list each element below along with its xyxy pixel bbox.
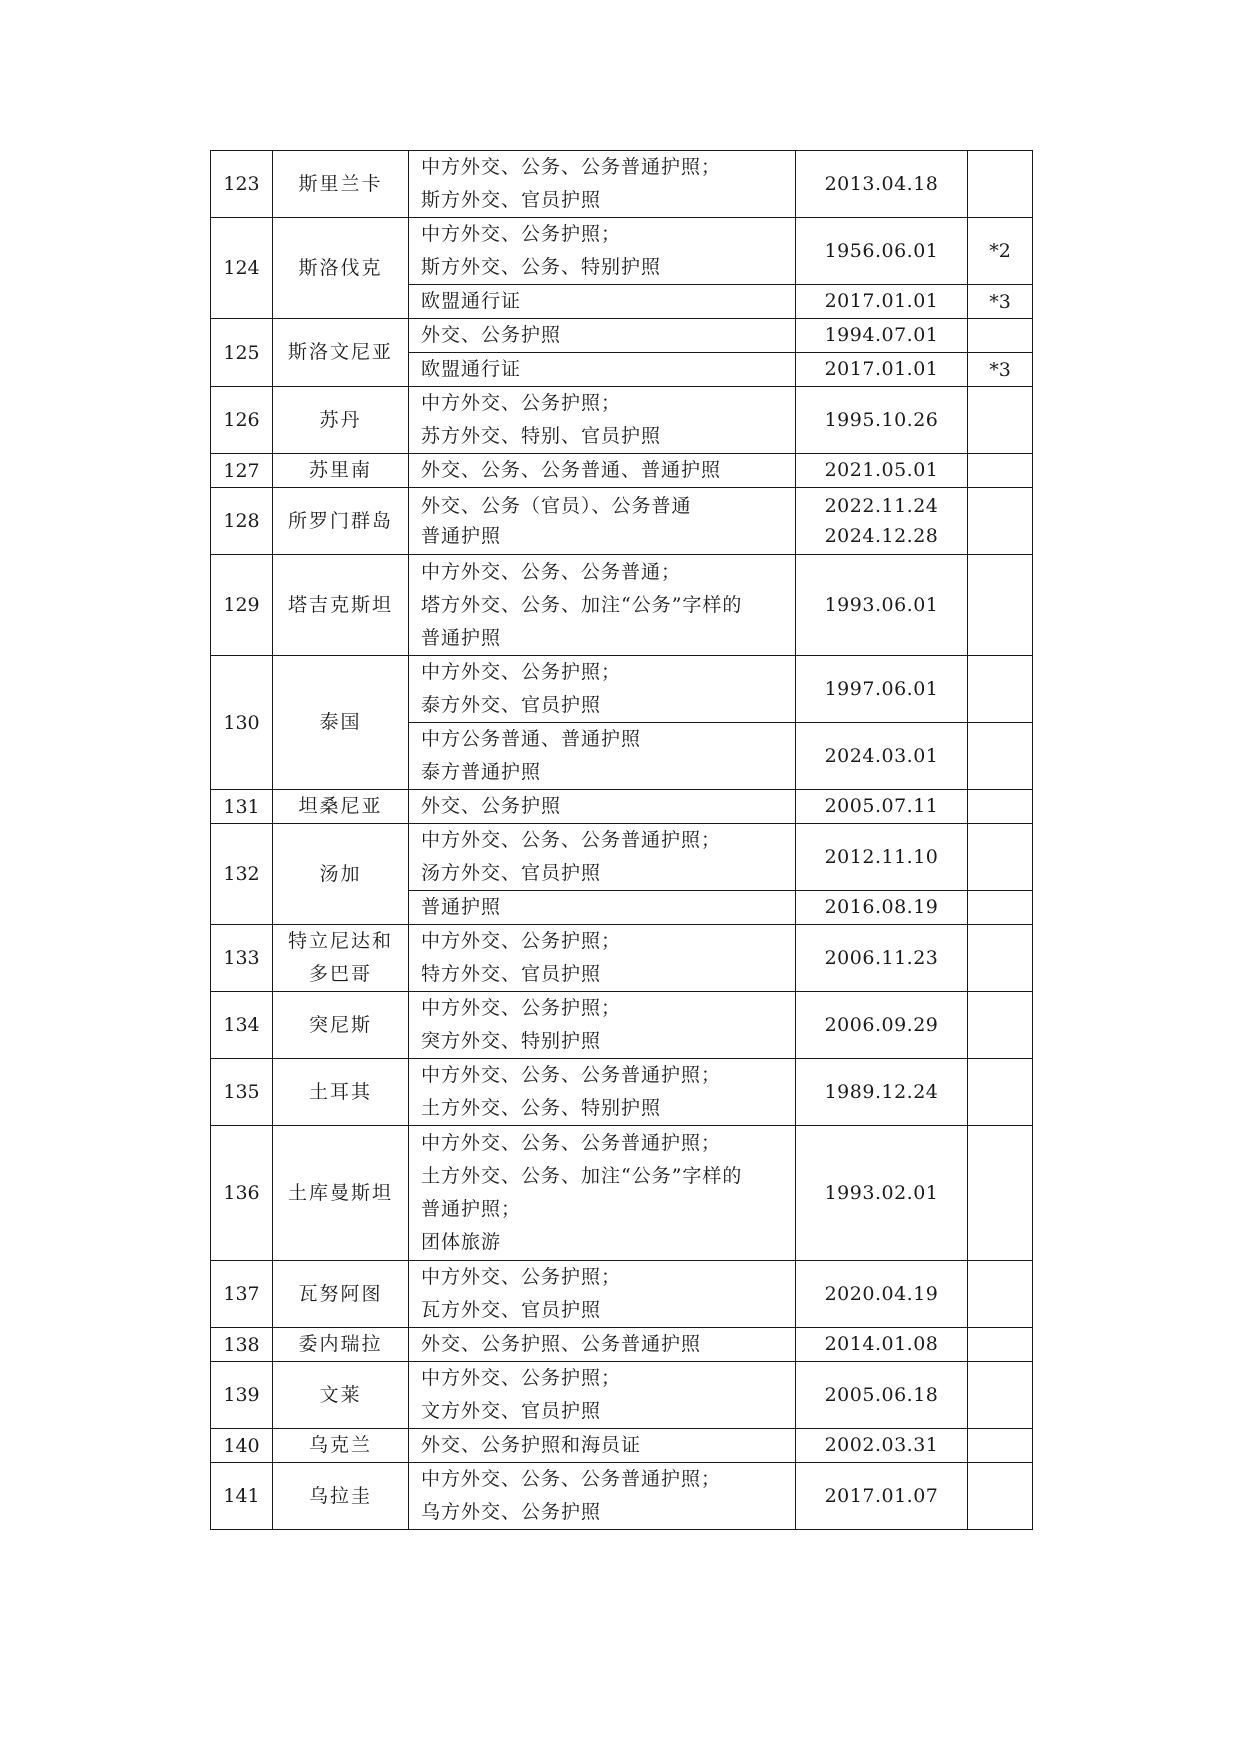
country-cell: [273, 1463, 409, 1530]
passport-type-cell: [409, 1362, 796, 1429]
table-row: [211, 454, 1033, 488]
passport-type-line: 外交、公务（官员）、公务普通: [421, 495, 692, 517]
passport-type-cell: [409, 925, 796, 992]
passport-type-line: 中方公务普通、普通护照: [421, 728, 642, 750]
country-cell: [273, 1328, 409, 1362]
effective-date: 2012.11.10: [824, 845, 939, 868]
effective-date-cell: [796, 488, 968, 555]
row-number-cell: 131: [211, 790, 273, 824]
note-cell: [968, 1429, 1033, 1463]
passport-type-cell: [409, 656, 796, 723]
note-cell: *3: [968, 353, 1033, 387]
passport-type-line: 普通护照: [421, 626, 502, 649]
note-cell: *3: [968, 285, 1033, 319]
passport-type-line: 中方外交、公务、公务普通护照；: [421, 829, 722, 851]
note-cell: [968, 454, 1033, 488]
effective-date-cell: [796, 285, 968, 319]
effective-date-cell: [796, 1059, 968, 1126]
effective-date: 2016.08.19: [824, 896, 939, 918]
effective-date-cell: [796, 1429, 968, 1463]
passport-type-cell: [409, 151, 796, 218]
row-number-cell: 128: [211, 488, 273, 555]
row-number-cell: 134: [211, 992, 273, 1059]
passport-type-cell: [409, 454, 796, 488]
passport-type-line: 泰方普通护照: [421, 761, 542, 783]
passport-type-line: 乌方外交、公务护照: [421, 1501, 602, 1523]
effective-date-cell: [796, 319, 968, 353]
note-cell: [968, 1328, 1033, 1362]
table-row: [211, 1362, 1033, 1429]
passport-type-cell: [409, 824, 796, 891]
row-number-cell: 125: [211, 319, 273, 387]
country-cell: [273, 1059, 409, 1126]
note-cell: [968, 891, 1033, 925]
row-number-cell: 135: [211, 1059, 273, 1126]
country-cell: [273, 1429, 409, 1463]
effective-date-cell: [796, 387, 968, 454]
note-cell: [968, 555, 1033, 656]
effective-date-cell: [796, 723, 968, 790]
table-row: [211, 151, 1033, 218]
visa-exemption-table: [210, 150, 1033, 1530]
passport-type-cell: [409, 555, 796, 656]
passport-type-line: 外交、公务护照、公务普通护照: [421, 1333, 702, 1355]
passport-type-line: 土方外交、公务、特别护照: [421, 1097, 662, 1119]
country-cell: [273, 218, 409, 319]
effective-date: 2017.01.01: [824, 358, 939, 380]
note-cell: [968, 387, 1033, 454]
passport-type-cell: [409, 488, 796, 555]
table-row: [211, 992, 1033, 1059]
row-number-cell: 130: [211, 656, 273, 790]
passport-type-line: 土方外交、公务、加注“公务”字样的: [421, 1165, 743, 1187]
passport-type-cell: [409, 387, 796, 454]
effective-date-cell: [796, 1126, 968, 1261]
row-number-cell: 140: [211, 1429, 273, 1463]
passport-type-cell: [409, 353, 796, 387]
effective-date: 2005.06.18: [824, 1383, 939, 1406]
effective-date: 1993.02.01: [824, 1181, 939, 1204]
passport-type-line: 外交、公务护照: [421, 795, 562, 817]
row-number-cell: 141: [211, 1463, 273, 1530]
table-row: [211, 488, 1033, 555]
effective-date: 2006.09.29: [824, 1013, 939, 1036]
country-name: 瓦努阿图: [298, 1282, 383, 1305]
row-number-cell: 136: [211, 1126, 273, 1261]
note-cell: [968, 1463, 1033, 1530]
table-row: [211, 319, 1033, 353]
country-name: 塔吉克斯坦: [287, 593, 393, 616]
table-row: [211, 824, 1033, 891]
country-cell: [273, 790, 409, 824]
effective-date-cell: [796, 218, 968, 285]
note-cell: [968, 319, 1033, 353]
table-body: [211, 151, 1033, 1530]
country-cell: [273, 656, 409, 790]
table-row: [211, 790, 1033, 824]
effective-date: 1989.12.24: [824, 1080, 939, 1103]
note-cell: [968, 992, 1033, 1059]
table-row: [211, 218, 1033, 285]
note-cell: [968, 488, 1033, 555]
country-name: 乌拉圭: [308, 1484, 372, 1507]
note-cell: [968, 1362, 1033, 1429]
table-row: [211, 1463, 1033, 1530]
effective-date: 2013.04.18: [824, 172, 939, 195]
note-cell: [968, 151, 1033, 218]
row-number-cell: 138: [211, 1328, 273, 1362]
country-name: 多巴哥: [308, 963, 372, 985]
effective-date-cell: [796, 992, 968, 1059]
note-cell: [968, 790, 1033, 824]
effective-date-cell: [796, 1261, 968, 1328]
effective-date: 2002.03.31: [824, 1434, 939, 1456]
table-row: [211, 1328, 1033, 1362]
effective-date-cell: [796, 353, 968, 387]
passport-type-line: 普通护照: [421, 896, 502, 918]
passport-type-cell: [409, 1463, 796, 1530]
passport-type-cell: [409, 218, 796, 285]
passport-type-cell: [409, 319, 796, 353]
country-name: 乌克兰: [308, 1434, 372, 1456]
note-cell: *2: [968, 218, 1033, 285]
country-cell: [273, 925, 409, 992]
passport-type-line: 文方外交、官员护照: [421, 1400, 602, 1422]
passport-type-line: 泰方外交、官员护照: [421, 694, 602, 716]
passport-type-line: 瓦方外交、官员护照: [421, 1299, 602, 1321]
country-name: 斯里兰卡: [298, 172, 383, 195]
country-cell: [273, 387, 409, 454]
table-row: [211, 1261, 1033, 1328]
country-name: 斯洛伐克: [298, 256, 383, 279]
country-cell: [273, 1261, 409, 1328]
effective-date: 2006.11.23: [824, 946, 939, 969]
country-cell: [273, 454, 409, 488]
table-row: [211, 1429, 1033, 1463]
passport-type-cell: [409, 1261, 796, 1328]
passport-type-line: 中方外交、公务护照；: [421, 392, 622, 414]
effective-date-cell: [796, 555, 968, 656]
passport-type-line: 外交、公务护照: [421, 324, 562, 346]
effective-date: 1997.06.01: [824, 677, 939, 700]
country-name: 土库曼斯坦: [287, 1181, 393, 1204]
effective-date: 1994.07.01: [824, 324, 939, 346]
passport-type-line: 欧盟通行证: [421, 290, 522, 312]
effective-date-cell: [796, 925, 968, 992]
passport-type-line: 特方外交、官员护照: [421, 963, 602, 985]
country-name: 所罗门群岛: [287, 509, 393, 532]
passport-type-line: 中方外交、公务护照；: [421, 1266, 622, 1288]
country-name: 突尼斯: [308, 1013, 372, 1036]
passport-type-line: 塔方外交、公务、加注“公务”字样的: [421, 593, 743, 616]
passport-type-line: 中方外交、公务护照；: [421, 1367, 622, 1389]
effective-date-cell: [796, 454, 968, 488]
table-row: [211, 656, 1033, 723]
table-row: [211, 925, 1033, 992]
effective-date-cell: [796, 1362, 968, 1429]
country-name: 坦桑尼亚: [298, 795, 383, 817]
note-cell: [968, 1126, 1033, 1261]
passport-type-line: 苏方外交、特别、官员护照: [421, 425, 662, 447]
effective-date-cell: [796, 151, 968, 218]
effective-date: 2020.04.19: [824, 1282, 939, 1305]
passport-type-line: 中方外交、公务、公务普通护照；: [421, 1132, 722, 1154]
passport-type-line: 中方外交、公务、公务普通护照；: [421, 156, 722, 178]
effective-date: 2024.12.28: [824, 525, 939, 547]
passport-type-line: 中方外交、公务、公务普通；: [421, 560, 682, 583]
effective-date-cell: [796, 1463, 968, 1530]
passport-type-line: 斯方外交、公务、特别护照: [421, 256, 662, 278]
effective-date: 2014.01.08: [824, 1333, 939, 1355]
effective-date-cell: [796, 824, 968, 891]
effective-date: 1993.06.01: [824, 593, 939, 616]
country-cell: [273, 151, 409, 218]
effective-date: 2005.07.11: [824, 795, 939, 817]
row-number-cell: 127: [211, 454, 273, 488]
country-cell: [273, 992, 409, 1059]
passport-type-cell: [409, 1059, 796, 1126]
table-row: [211, 1059, 1033, 1126]
effective-date: 2017.01.01: [824, 290, 939, 312]
effective-date-cell: [796, 1328, 968, 1362]
note-cell: [968, 1261, 1033, 1328]
note-cell: [968, 656, 1033, 723]
passport-type-line: 汤方外交、官员护照: [421, 862, 602, 884]
country-cell: [273, 488, 409, 555]
effective-date: 1956.06.01: [824, 239, 939, 262]
row-number-cell: 129: [211, 555, 273, 656]
passport-type-line: 普通护照；: [421, 1198, 522, 1220]
passport-type-line: 中方外交、公务护照；: [421, 997, 622, 1019]
passport-type-cell: [409, 790, 796, 824]
passport-type-line: 外交、公务护照和海员证: [421, 1434, 642, 1456]
note-cell: [968, 1059, 1033, 1126]
country-name: 泰国: [319, 711, 362, 733]
effective-date: 2022.11.24: [824, 495, 939, 517]
effective-date: 1995.10.26: [824, 408, 939, 431]
row-number-cell: 126: [211, 387, 273, 454]
row-number-cell: 137: [211, 1261, 273, 1328]
passport-type-line: 欧盟通行证: [421, 358, 522, 380]
country-cell: [273, 824, 409, 925]
country-name: 苏里南: [308, 459, 372, 481]
passport-type-line: 团体旅游: [421, 1231, 502, 1253]
passport-type-cell: [409, 1328, 796, 1362]
passport-type-line: 中方外交、公务、公务普通护照；: [421, 1064, 722, 1086]
passport-type-line: 中方外交、公务、公务普通护照；: [421, 1468, 722, 1490]
country-name: 苏丹: [319, 408, 362, 431]
country-name: 斯洛文尼亚: [287, 341, 393, 363]
effective-date-cell: [796, 656, 968, 723]
country-name: 委内瑞拉: [298, 1333, 383, 1355]
passport-type-cell: [409, 723, 796, 790]
passport-type-cell: [409, 285, 796, 319]
passport-type-line: 中方外交、公务护照；: [421, 661, 622, 683]
effective-date-cell: [796, 790, 968, 824]
effective-date: 2024.03.01: [824, 744, 939, 767]
passport-type-cell: [409, 1126, 796, 1261]
country-cell: [273, 555, 409, 656]
row-number-cell: 123: [211, 151, 273, 218]
passport-type-line: 斯方外交、官员护照: [421, 189, 602, 211]
effective-date: 2021.05.01: [824, 459, 939, 481]
country-name: 土耳其: [308, 1080, 372, 1103]
passport-type-cell: [409, 1429, 796, 1463]
passport-type-cell: [409, 891, 796, 925]
country-cell: [273, 1362, 409, 1429]
passport-type-line: 突方外交、特别护照: [421, 1030, 602, 1052]
table-row: [211, 1126, 1033, 1261]
row-number-cell: 124: [211, 218, 273, 319]
note-cell: [968, 925, 1033, 992]
note-cell: [968, 723, 1033, 790]
row-number-cell: 133: [211, 925, 273, 992]
row-number-cell: 139: [211, 1362, 273, 1429]
table-row: [211, 555, 1033, 656]
country-name: 特立尼达和: [287, 930, 393, 952]
note-cell: [968, 824, 1033, 891]
country-name: 汤加: [319, 862, 362, 885]
effective-date: 2017.01.07: [824, 1484, 939, 1507]
country-name: 文莱: [319, 1383, 362, 1406]
passport-type-line: 中方外交、公务护照；: [421, 223, 622, 245]
passport-type-line: 中方外交、公务护照；: [421, 930, 622, 952]
country-cell: [273, 319, 409, 387]
passport-type-line: 普通护照: [421, 525, 502, 547]
passport-type-line: 外交、公务、公务普通、普通护照: [421, 459, 722, 481]
row-number-cell: 132: [211, 824, 273, 925]
effective-date-cell: [796, 891, 968, 925]
passport-type-cell: [409, 992, 796, 1059]
country-cell: [273, 1126, 409, 1261]
table-row: [211, 387, 1033, 454]
